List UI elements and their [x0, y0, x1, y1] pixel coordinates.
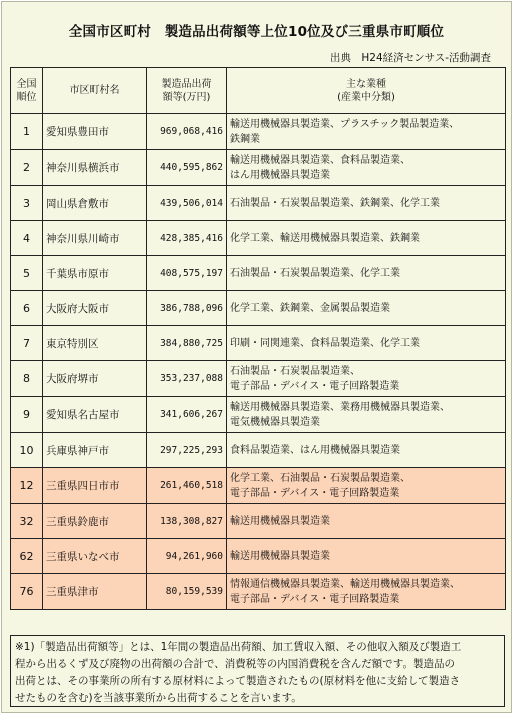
- header-industry: 主な業種 (産業中分類): [227, 68, 506, 114]
- industry-cell: [227, 397, 506, 433]
- rank-cell: 62: [11, 539, 43, 574]
- industry-cell: [227, 468, 506, 504]
- industry-line: 輸送用機械器具製造業: [230, 550, 330, 562]
- table-row: [11, 186, 506, 221]
- value-cell: 297,225,293: [147, 433, 227, 468]
- header-city: 市区町村名: [43, 68, 147, 114]
- city-cell: 愛知県名古屋市: [43, 397, 147, 433]
- value-cell: 384,880,725: [147, 326, 227, 361]
- city-cell: 愛知県豊田市: [43, 114, 147, 150]
- city-cell: 三重県鈴鹿市: [43, 504, 147, 539]
- rank-cell: 32: [11, 504, 43, 539]
- rank-cell: 9: [11, 397, 43, 433]
- table-row: [11, 291, 506, 326]
- industry-cell: [227, 114, 506, 150]
- industry-line: 情報通信機械器具製造業、輸送用機械器具製造業、: [230, 578, 460, 590]
- city-cell: 三重県いなべ市: [43, 539, 147, 574]
- industry-line: 電子部品・デバイス・電子回路製造業: [230, 487, 400, 499]
- city-cell: 神奈川県川崎市: [43, 221, 147, 256]
- rank-cell: 7: [11, 326, 43, 361]
- industry-cell: [227, 256, 506, 291]
- industry-cell: [227, 221, 506, 256]
- value-cell: 440,595,862: [147, 150, 227, 186]
- table-row: [11, 539, 506, 574]
- value-cell: 261,460,518: [147, 468, 227, 504]
- page-title: 全国市区町村 製造品出荷額等上位10位及び三重県市町順位: [68, 24, 445, 40]
- value-cell: 969,068,416: [147, 114, 227, 150]
- industry-line: 鉄鋼業: [230, 133, 260, 145]
- city-cell: 千葉県市原市: [43, 256, 147, 291]
- value-cell: 353,237,088: [147, 361, 227, 397]
- industry-line: 食料品製造業、はん用機械器具製造業: [230, 444, 400, 456]
- table-row: [11, 361, 506, 397]
- city-cell: 大阪府堺市: [43, 361, 147, 397]
- table-row: [11, 468, 506, 504]
- city-cell: 兵庫県神戸市: [43, 433, 147, 468]
- table-body: [11, 114, 506, 610]
- table-header-row: [11, 68, 506, 114]
- rank-cell: 8: [11, 361, 43, 397]
- footnote-line: ※1)「製造品出荷額等」とは、1年間の製造品出荷額、加工賃収入額、その他収入額及び製造工: [15, 641, 462, 653]
- footnote-line: 出荷とは、その事業所の所有する原材料によって製造されたもの(原材料を他に支給して製造さ: [15, 675, 461, 687]
- industry-line: 印刷・同関連業、食料品製造業、化学工業: [230, 337, 420, 349]
- value-cell: 341,606,267: [147, 397, 227, 433]
- header-value: 製造品出荷 額等(万円): [147, 68, 227, 114]
- rank-cell: 6: [11, 291, 43, 326]
- industry-cell: [227, 186, 506, 221]
- value-cell: 439,506,014: [147, 186, 227, 221]
- industry-line: はん用機械器具製造業: [230, 169, 330, 181]
- rank-cell: 76: [11, 574, 43, 610]
- industry-line: 電子部品・デバイス・電子回路製造業: [230, 593, 400, 605]
- rank-cell: 10: [11, 433, 43, 468]
- document-page: [1, 1, 512, 713]
- rank-cell: 4: [11, 221, 43, 256]
- rank-cell: 2: [11, 150, 43, 186]
- value-cell: 138,308,827: [147, 504, 227, 539]
- industry-cell: [227, 574, 506, 610]
- header-rank: 全国 順位: [11, 68, 43, 114]
- city-cell: 大阪府大阪市: [43, 291, 147, 326]
- table-row: [11, 114, 506, 150]
- industry-cell: [227, 326, 506, 361]
- city-cell: 三重県四日市市: [43, 468, 147, 504]
- table-row: [11, 150, 506, 186]
- rank-cell: 12: [11, 468, 43, 504]
- city-cell: 東京特別区: [43, 326, 147, 361]
- rank-cell: 1: [11, 114, 43, 150]
- industry-line: 化学工業、輸送用機械器具製造業、鉄鋼業: [230, 232, 420, 244]
- industry-line: 輸送用機械器具製造業、食料品製造業、: [230, 154, 410, 166]
- rank-cell: 5: [11, 256, 43, 291]
- table-row: [11, 221, 506, 256]
- table-row: [11, 397, 506, 433]
- industry-line: 化学工業、石油製品・石炭製品製造業、: [230, 472, 410, 484]
- value-cell: 94,261,960: [147, 539, 227, 574]
- industry-cell: [227, 361, 506, 397]
- industry-line: 電気機械器具製造業: [230, 416, 320, 428]
- table-row: [11, 574, 506, 610]
- table-row: [11, 504, 506, 539]
- value-cell: 408,575,197: [147, 256, 227, 291]
- industry-line: 輸送用機械器具製造業、業務用機械器具製造業、: [230, 401, 450, 413]
- footnote: [10, 635, 505, 707]
- industry-cell: [227, 504, 506, 539]
- industry-line: 輸送用機械器具製造業、プラスチック製品製造業、: [230, 118, 460, 130]
- industry-line: 石油製品・石炭製品製造業、: [230, 365, 360, 377]
- industry-cell: [227, 539, 506, 574]
- city-cell: 神奈川県横浜市: [43, 150, 147, 186]
- city-cell: 岡山県倉敷市: [43, 186, 147, 221]
- source-citation: 出典 H24経済センサス-活動調査: [329, 52, 491, 64]
- footnote-line: 程から出るくず及び廃物の出荷額の合計で、消費税等の内国消費税を含んだ額です。製造品の: [15, 658, 455, 670]
- table-row: [11, 433, 506, 468]
- industry-line: 石油製品・石炭製品製造業、化学工業: [230, 267, 400, 279]
- ranking-table: [10, 67, 506, 610]
- table-row: [11, 326, 506, 361]
- industry-cell: [227, 433, 506, 468]
- value-cell: 428,385,416: [147, 221, 227, 256]
- industry-line: 電子部品・デバイス・電子回路製造業: [230, 380, 400, 392]
- table-row: [11, 256, 506, 291]
- industry-line: 石油製品・石炭製品製造業、鉄鋼業、化学工業: [230, 197, 440, 209]
- industry-cell: [227, 291, 506, 326]
- rank-cell: 3: [11, 186, 43, 221]
- industry-cell: [227, 150, 506, 186]
- industry-line: 化学工業、鉄鋼業、金属製品製造業: [230, 302, 390, 314]
- value-cell: 80,159,539: [147, 574, 227, 610]
- industry-line: 輸送用機械器具製造業: [230, 515, 330, 527]
- value-cell: 386,788,096: [147, 291, 227, 326]
- footnote-line: せたものを含む)を当該事業所から出荷することを言います。: [15, 692, 302, 704]
- city-cell: 三重県津市: [43, 574, 147, 610]
